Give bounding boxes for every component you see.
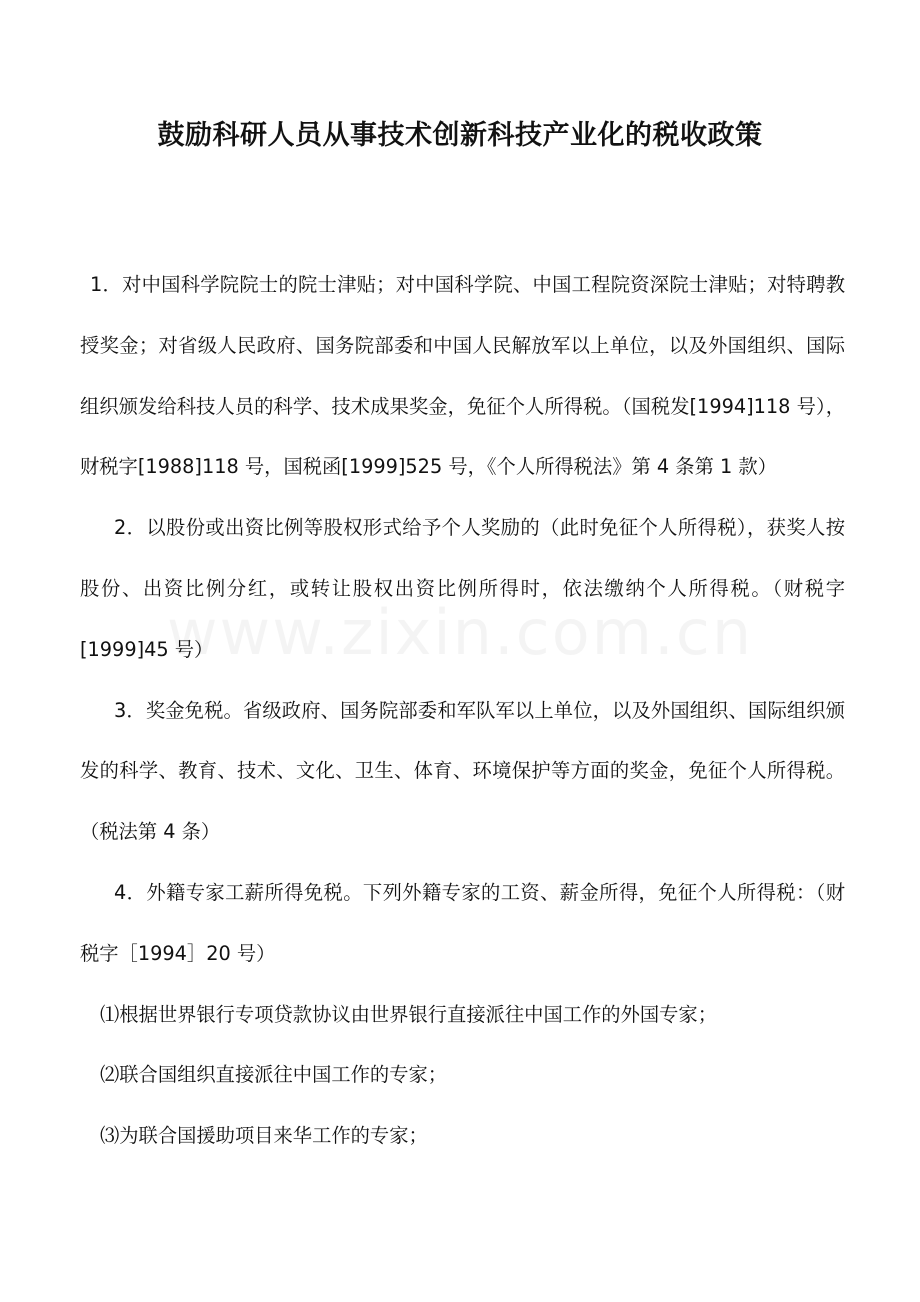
list-item-2: ⑵联合国组织直接派往中国工作的专家； <box>100 1063 448 1087</box>
document-title: 鼓励科研人员从事技术创新科技产业化的税收政策 <box>157 120 763 151</box>
paragraph-3: 3．奖金免税。省级政府、国务院部委和军队军以上单位，以及外国组织、国际组织颁发的科学、教育、技术、文化、卫生、体育、环境保护等方面的奖金，免征个人所得税。（税法第 4 条） <box>80 698 845 844</box>
paragraph-4: 4．外籍专家工薪所得免税。下列外籍专家的工资、薪金所得，免征个人所得税：（财税字［1994］20 号） <box>80 880 845 965</box>
paragraph-2: 2．以股份或出资比例等股权形式给予个人奖励的（此时免征个人所得税），获奖人按股份、出资比例分红，或转让股权出资比例所得时，依法缴纳个人所得税。（财税字[1999]45 号） <box>80 516 845 661</box>
paragraph-1: 1．对中国科学院院士的院士津贴；对中国科学院、中国工程院资深院士津贴；对特聘教授奖金；对省级人民政府、国务院部委和中国人民解放军以上单位，以及外国组织、国际组织颁发给科技人员的科学、技术成果奖金，免征个人所得税。（国税发[1994]118 号），财税字[1988]118 号，国税函[1999]525 号，《个人所得税法》第 4 条第 1 款） <box>80 273 845 479</box>
document-body <box>80 255 845 1167</box>
list-item-3: ⑶为联合国援助项目来华工作的专家； <box>100 1124 428 1148</box>
list-item-1: ⑴根据世界银行专项贷款协议由世界银行直接派往中国工作的外国专家； <box>100 1002 717 1026</box>
